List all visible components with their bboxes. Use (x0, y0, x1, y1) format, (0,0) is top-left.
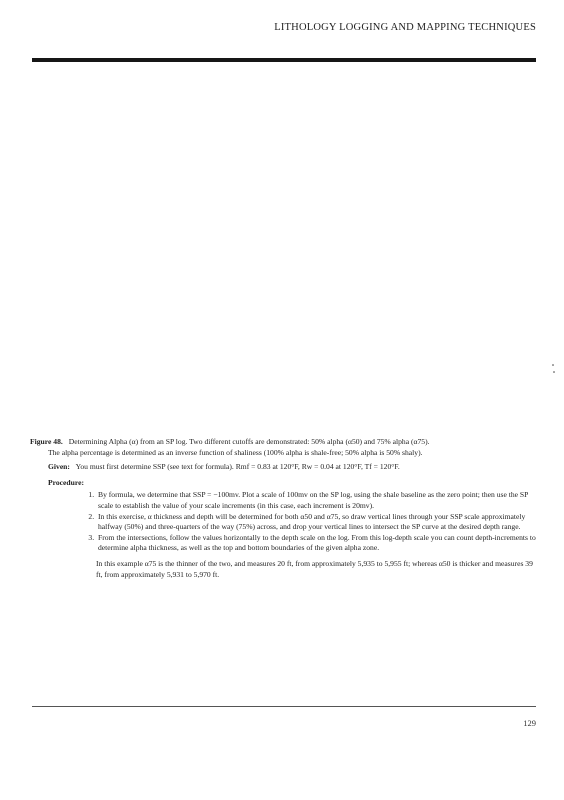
footer-rule (32, 706, 536, 707)
figure-text: Determining Alpha (α) from an SP log. Two different cutoffs are demonstrated: 50% alpha (α50) and 75% alpha (α75). (68, 437, 430, 446)
procedure-step: 3. From the intersections, follow the values horizontally to the depth scale on the log. From this log-depth scale you can count depth-increments to determine alpha thickness, as well as the top and bottom boundaries of the given alpha zone. (96, 533, 538, 554)
figure-caption-line (30, 437, 538, 448)
header-rule (32, 58, 536, 62)
procedure-step: 2. In this exercise, α thickness and depth will be determined for both α50 and α75, so draw vertical lines through your SSP scale approximately halfway (50%) and three-quarters of the way (75%) across, and drop your vertical lines to intersect the SP curve at the desired depth range. (96, 512, 538, 533)
figure-text-continued: The alpha percentage is determined as an inverse function of shaliness (100% alpha is shale-free; 50% alpha is 50% shaly). (48, 447, 423, 457)
page-number: 129 (523, 718, 536, 728)
given-line (30, 462, 538, 473)
figure-caption (30, 437, 538, 580)
given-label: Given: (48, 462, 70, 472)
procedure-step: 1. By formula, we determine that SSP = −100mv. Plot a scale of 100mv on the SP log, using the shale baseline as the zero point; then use the SP scale to establish the value of your scale increments (in this case, each increment is 20mv). (96, 490, 538, 511)
figure-label: Figure 48. (30, 437, 63, 446)
example-paragraph: In this example α75 is the thinner of the two, and measures 20 ft, from approximately 5,935 to 5,955 ft; whereas α50 is thicker and measures 39 ft, from approximately 5,931 to 5,970 ft. (96, 558, 533, 579)
scan-speck (552, 364, 554, 366)
running-header: LITHOLOGY LOGGING AND MAPPING TECHNIQUES (274, 22, 536, 33)
procedure-heading: Procedure: (48, 477, 84, 487)
scan-speck (553, 371, 555, 373)
given-text: You must first determine SSP (see text for formula). Rmf = 0.83 at 120°F, Rw = 0.04 at 120°F, Tf = 120°F. (75, 462, 400, 472)
procedure-steps (30, 490, 538, 554)
